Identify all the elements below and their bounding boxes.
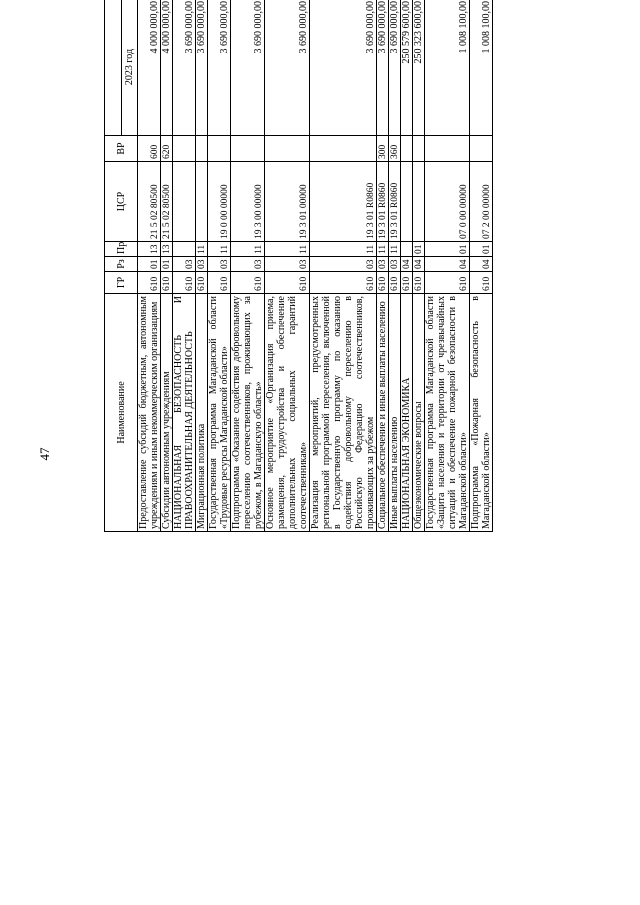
- table-row: [413, 0, 425, 532]
- header-name: Наименование: [105, 294, 138, 532]
- cell-rz: 01: [161, 257, 173, 272]
- table-row: [196, 0, 208, 532]
- cell-vr: [208, 136, 231, 162]
- cell-name: Основное мероприятие «Организация приема, размещения, трудоустройства и обеспечение дополнительных социальных гарантий соотечественникам»: [265, 294, 310, 532]
- cell-2023: 250 579 600,00: [401, 0, 413, 136]
- cell-rz: 03: [265, 257, 310, 272]
- table-row: [173, 0, 196, 532]
- cell-csr: 19 3 01 00000: [265, 162, 310, 242]
- cell-name: Подпрограмма «Оказание содействия добровольному переселению соотечественников, проживающих за рубежом, в Магаданскую область»: [231, 294, 265, 532]
- cell-gr: 610: [401, 272, 413, 294]
- cell-pr: 11: [265, 242, 310, 257]
- cell-rz: 03: [231, 257, 265, 272]
- cell-pr: 13: [138, 242, 161, 257]
- cell-vr: [401, 136, 413, 162]
- table-row: [161, 0, 173, 532]
- table-row: [138, 0, 161, 532]
- cell-vr: [470, 136, 493, 162]
- cell-name: Государственная программа Магаданской области «Защита населения и территории от чрезвычайных ситуаций и обеспечение пожарной безопасности в Магаданской области»: [425, 294, 470, 532]
- header-csr: ЦСР: [105, 162, 138, 242]
- cell-2023: 4 000 000,00: [138, 0, 161, 136]
- cell-pr: 01: [470, 242, 493, 257]
- cell-rz: 01: [138, 257, 161, 272]
- table-row: [231, 0, 265, 532]
- cell-name: НАЦИОНАЛЬНАЯ ЭКОНОМИКА: [401, 294, 413, 532]
- cell-name: Общеэкономические вопросы: [413, 294, 425, 532]
- cell-csr: 19 3 00 00000: [231, 162, 265, 242]
- page-number: 47: [37, 447, 52, 461]
- cell-vr: 300: [377, 136, 389, 162]
- cell-name: Подпрограмма «Пожарная безопасность в Магаданской области»: [470, 294, 493, 532]
- cell-pr: 01: [413, 242, 425, 257]
- header-vr: ВР: [105, 136, 138, 162]
- cell-rz: 04: [425, 257, 470, 272]
- cell-name: Предоставление субсидий бюджетным, автономным учреждениям и иным некоммерческим организациям: [138, 294, 161, 532]
- cell-name: Социальное обеспечение и иные выплаты населению: [377, 294, 389, 532]
- cell-2023: 3 690 000,00: [231, 0, 265, 136]
- table-row: [208, 0, 231, 532]
- cell-vr: 360: [389, 136, 401, 162]
- rotated-table-area: [104, 1, 584, 855]
- cell-vr: [265, 136, 310, 162]
- table-row: [425, 0, 470, 532]
- cell-pr: 11: [231, 242, 265, 257]
- cell-csr: 19 3 01 R0860: [377, 162, 389, 242]
- cell-rz: 04: [470, 257, 493, 272]
- cell-rz: 03: [377, 257, 389, 272]
- cell-2023: 3 690 000,00: [310, 0, 377, 136]
- cell-rz: 03: [173, 257, 196, 272]
- cell-2023: 1 008 100,00: [425, 0, 470, 136]
- cell-vr: 620: [161, 136, 173, 162]
- table-row: [401, 0, 413, 532]
- cell-csr: 19 3 01 R0860: [310, 162, 377, 242]
- cell-csr: [413, 162, 425, 242]
- cell-name: НАЦИОНАЛЬНАЯ БЕЗОПАСНОСТЬ И ПРАВООХРАНИТЕЛЬНАЯ ДЕЯТЕЛЬНОСТЬ: [173, 294, 196, 532]
- cell-2023: 250 323 600,00: [413, 0, 425, 136]
- cell-rz: 04: [413, 257, 425, 272]
- cell-gr: 610: [231, 272, 265, 294]
- cell-vr: [196, 136, 208, 162]
- table-row: [470, 0, 493, 532]
- cell-pr: [401, 242, 413, 257]
- header-sum: [105, 0, 122, 136]
- cell-name: Реализация мероприятий, предусмотренных региональной программой переселения, включенной в Государственную программу по оказанию содействия добровольному переселению в Российскую Федерацию соотечественников, проживающих за рубежом: [310, 294, 377, 532]
- cell-rz: 03: [389, 257, 401, 272]
- cell-csr: [173, 162, 196, 242]
- cell-name: Государственная программа Магаданской области «Трудовые ресурсы Магаданской области»: [208, 294, 231, 532]
- cell-vr: [310, 136, 377, 162]
- cell-csr: 07 2 00 00000: [470, 162, 493, 242]
- cell-rz: 03: [310, 257, 377, 272]
- cell-vr: [173, 136, 196, 162]
- cell-name: Иные выплаты населению: [389, 294, 401, 532]
- header-gr: ГР: [105, 272, 138, 294]
- cell-name: Миграционная политика: [196, 294, 208, 532]
- cell-csr: 07 0 00 00000: [425, 162, 470, 242]
- cell-gr: 610: [138, 272, 161, 294]
- cell-2023: 3 690 000,00: [389, 0, 401, 136]
- table-container: [104, 0, 584, 532]
- cell-2023: 4 000 000,00: [161, 0, 173, 136]
- cell-pr: 01: [425, 242, 470, 257]
- cell-2023: 3 690 000,00: [173, 0, 196, 136]
- table-row: [265, 0, 310, 532]
- cell-pr: [173, 242, 196, 257]
- cell-2023: 3 690 000,00: [377, 0, 389, 136]
- cell-pr: 11: [389, 242, 401, 257]
- table-row: [377, 0, 389, 532]
- cell-2023: 3 690 000,00: [265, 0, 310, 136]
- cell-2023: 3 690 000,00: [208, 0, 231, 136]
- cell-rz: 04: [401, 257, 413, 272]
- cell-pr: 13: [161, 242, 173, 257]
- cell-csr: 21 5 02 80500: [161, 162, 173, 242]
- cell-pr: 11: [310, 242, 377, 257]
- cell-csr: [401, 162, 413, 242]
- cell-pr: 11: [377, 242, 389, 257]
- cell-gr: 610: [377, 272, 389, 294]
- cell-gr: 610: [389, 272, 401, 294]
- cell-pr: 11: [196, 242, 208, 257]
- cell-gr: 610: [413, 272, 425, 294]
- cell-gr: 610: [470, 272, 493, 294]
- cell-csr: 21 5 02 80500: [138, 162, 161, 242]
- header-rz: Рз: [105, 257, 138, 272]
- cell-pr: 11: [208, 242, 231, 257]
- cell-gr: 610: [425, 272, 470, 294]
- cell-gr: 610: [208, 272, 231, 294]
- cell-gr: 610: [310, 272, 377, 294]
- cell-csr: 19 0 00 00000: [208, 162, 231, 242]
- cell-csr: 19 3 01 R0860: [389, 162, 401, 242]
- table-row: [310, 0, 377, 532]
- cell-name: Субсидии автономным учреждениям: [161, 294, 173, 532]
- table-header: [105, 0, 138, 532]
- cell-2023: 3 690 000,00: [196, 0, 208, 136]
- cell-csr: [196, 162, 208, 242]
- cell-rz: 03: [196, 257, 208, 272]
- header-pr: Пр: [105, 242, 138, 257]
- table-body: [138, 0, 493, 532]
- cell-vr: 600: [138, 136, 161, 162]
- table-row: [389, 0, 401, 532]
- cell-vr: [231, 136, 265, 162]
- cell-rz: 03: [208, 257, 231, 272]
- cell-vr: [425, 136, 470, 162]
- cell-gr: 610: [173, 272, 196, 294]
- cell-vr: [413, 136, 425, 162]
- cell-gr: 610: [161, 272, 173, 294]
- cell-2023: 1 008 100,00: [470, 0, 493, 136]
- header-2023: 2023 год: [121, 0, 138, 136]
- budget-table: [104, 0, 493, 532]
- cell-gr: 610: [265, 272, 310, 294]
- cell-gr: 610: [196, 272, 208, 294]
